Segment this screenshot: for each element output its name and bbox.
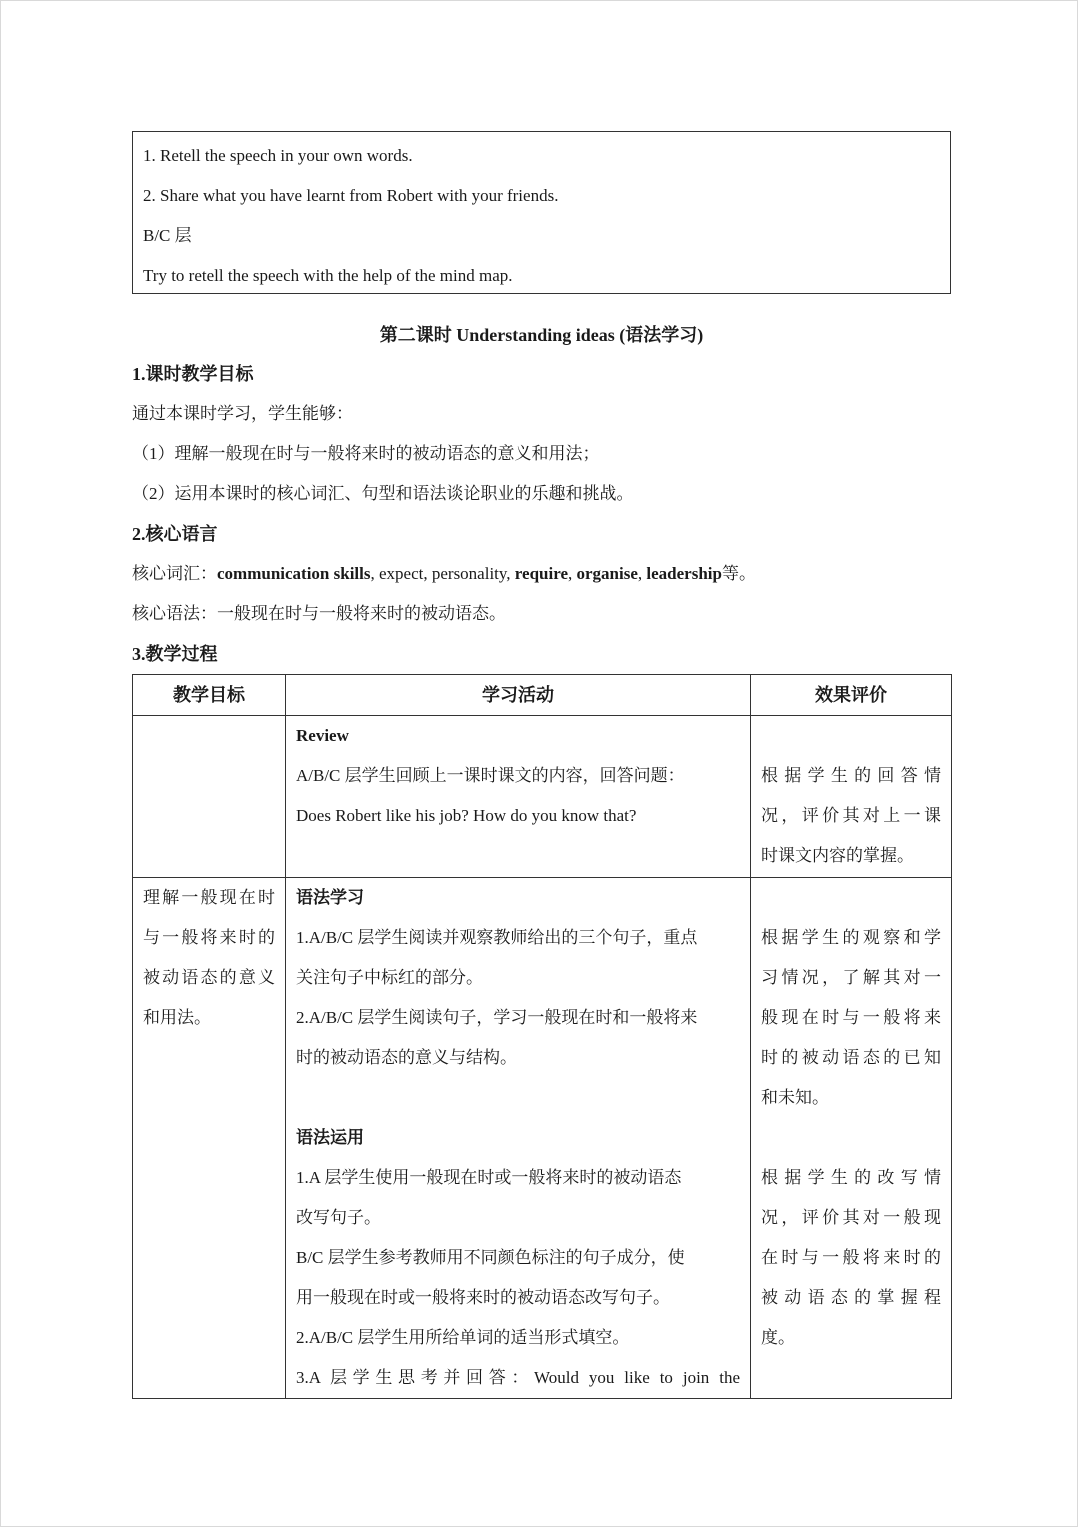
- core-vocab: [132, 554, 756, 594]
- vocab-text: 等。: [721, 564, 756, 583]
- activity-line: 改写句子。: [296, 1208, 381, 1227]
- vocab-label: 核心词汇：: [132, 564, 217, 583]
- activity-title: Review: [296, 726, 349, 745]
- homework-line: 2. Share what you have learnt from Robert with your friends.: [143, 186, 559, 205]
- activity-title: 语法运用: [296, 1128, 364, 1147]
- goal-line: 理解一般现在时: [143, 888, 275, 907]
- vocab-word: leadership: [646, 564, 722, 583]
- eval-line: 被动语态的掌握程: [761, 1288, 941, 1307]
- vocab-word: communication skills: [217, 564, 371, 583]
- homework-line: B/C 层: [143, 226, 192, 245]
- vocab-word: organise: [576, 564, 638, 583]
- eval-line: 度。: [761, 1328, 795, 1347]
- homework-line: 1. Retell the speech in your own words.: [143, 146, 413, 165]
- row2-activity: [286, 878, 751, 1399]
- row1-activity: [286, 716, 751, 878]
- eval-line: 习情况，了解其对一: [761, 968, 941, 987]
- activity-line: B/C 层学生参考教师用不同颜色标注的句子成分，使: [296, 1248, 685, 1267]
- table-row: [133, 878, 952, 1399]
- eval-line: 根据学生的改写情: [761, 1168, 941, 1187]
- lesson-title: 第二课时 Understanding ideas (语法学习): [379, 325, 704, 345]
- section3-heading: 3.教学过程: [132, 644, 218, 664]
- header-eval: 效果评价: [751, 675, 952, 716]
- activity-title: 语法学习: [296, 888, 364, 907]
- activity-line: 2.A/B/C 层学生阅读句子，学习一般现在时和一般将来: [296, 1008, 698, 1027]
- eval-line: 根据学生的回答情: [761, 766, 941, 785]
- eval-line: 时的被动语态的已知: [761, 1048, 941, 1067]
- activity-line: 用一般现在时或一般将来时的被动语态改写句子。: [296, 1288, 670, 1307]
- section1-intro: 通过本课时学习，学生能够：: [132, 404, 353, 423]
- row2-eval: [751, 878, 952, 1399]
- section2-heading: 2.核心语言: [132, 524, 218, 544]
- activity-line: 2.A/B/C 层学生用所给单词的适当形式填空。: [296, 1328, 630, 1347]
- activity-line: 1.A 层学生使用一般现在时或一般将来时的被动语态: [296, 1168, 682, 1187]
- header-goal: 教学目标: [133, 675, 286, 716]
- section1-heading: 1.课时教学目标: [132, 364, 254, 384]
- activity-line: A/B/C 层学生回顾上一课时课文的内容，回答问题：: [296, 766, 685, 785]
- row2-goal: [133, 878, 286, 1399]
- homework-line: Try to retell the speech with the help of the mind map.: [143, 266, 513, 285]
- eval-line: 况，评价其对一般现: [761, 1208, 941, 1227]
- eval-line: 时课文内容的掌握。: [761, 846, 914, 865]
- teaching-process-table: [132, 674, 952, 1399]
- core-grammar: 核心语法：一般现在时与一般将来时的被动语态。: [132, 604, 506, 623]
- eval-line: 在时与一般将来时的: [761, 1248, 941, 1267]
- row1-goal: [133, 716, 286, 878]
- header-activity: 学习活动: [286, 675, 751, 716]
- goal-line: 和用法。: [143, 1008, 211, 1027]
- goal-item: （1）理解一般现在时与一般将来时的被动语态的意义和用法；: [132, 444, 600, 463]
- goal-line: 被动语态的意义: [143, 968, 275, 987]
- vocab-text: ,: [568, 564, 577, 583]
- goal-item: （2）运用本课时的核心词汇、句型和语法谈论职业的乐趣和挑战。: [132, 484, 634, 503]
- activity-line: 关注句子中标红的部分。: [296, 968, 483, 987]
- activity-line: Does Robert like his job? How do you know that?: [296, 806, 637, 825]
- goal-line: 与一般将来时的: [143, 928, 275, 947]
- activity-line: 1.A/B/C 层学生阅读并观察教师给出的三个句子，重点: [296, 928, 698, 947]
- vocab-text: ,: [637, 564, 647, 583]
- row1-eval: [751, 716, 952, 878]
- table-row: [133, 716, 952, 878]
- eval-line: 况，评价其对上一课: [761, 806, 941, 825]
- eval-line: 和未知。: [761, 1088, 829, 1107]
- homework-box: [132, 131, 951, 294]
- eval-line: 般现在时与一般将来: [761, 1008, 941, 1027]
- vocab-text: , expect, personality,: [370, 564, 515, 583]
- table-header-row: [133, 675, 952, 716]
- activity-line: 时的被动语态的意义与结构。: [296, 1048, 517, 1067]
- eval-line: 根据学生的观察和学: [761, 928, 941, 947]
- activity-line: 3.A 层学生思考并回答：Would you like to join the: [296, 1368, 740, 1387]
- vocab-word: require: [514, 564, 568, 583]
